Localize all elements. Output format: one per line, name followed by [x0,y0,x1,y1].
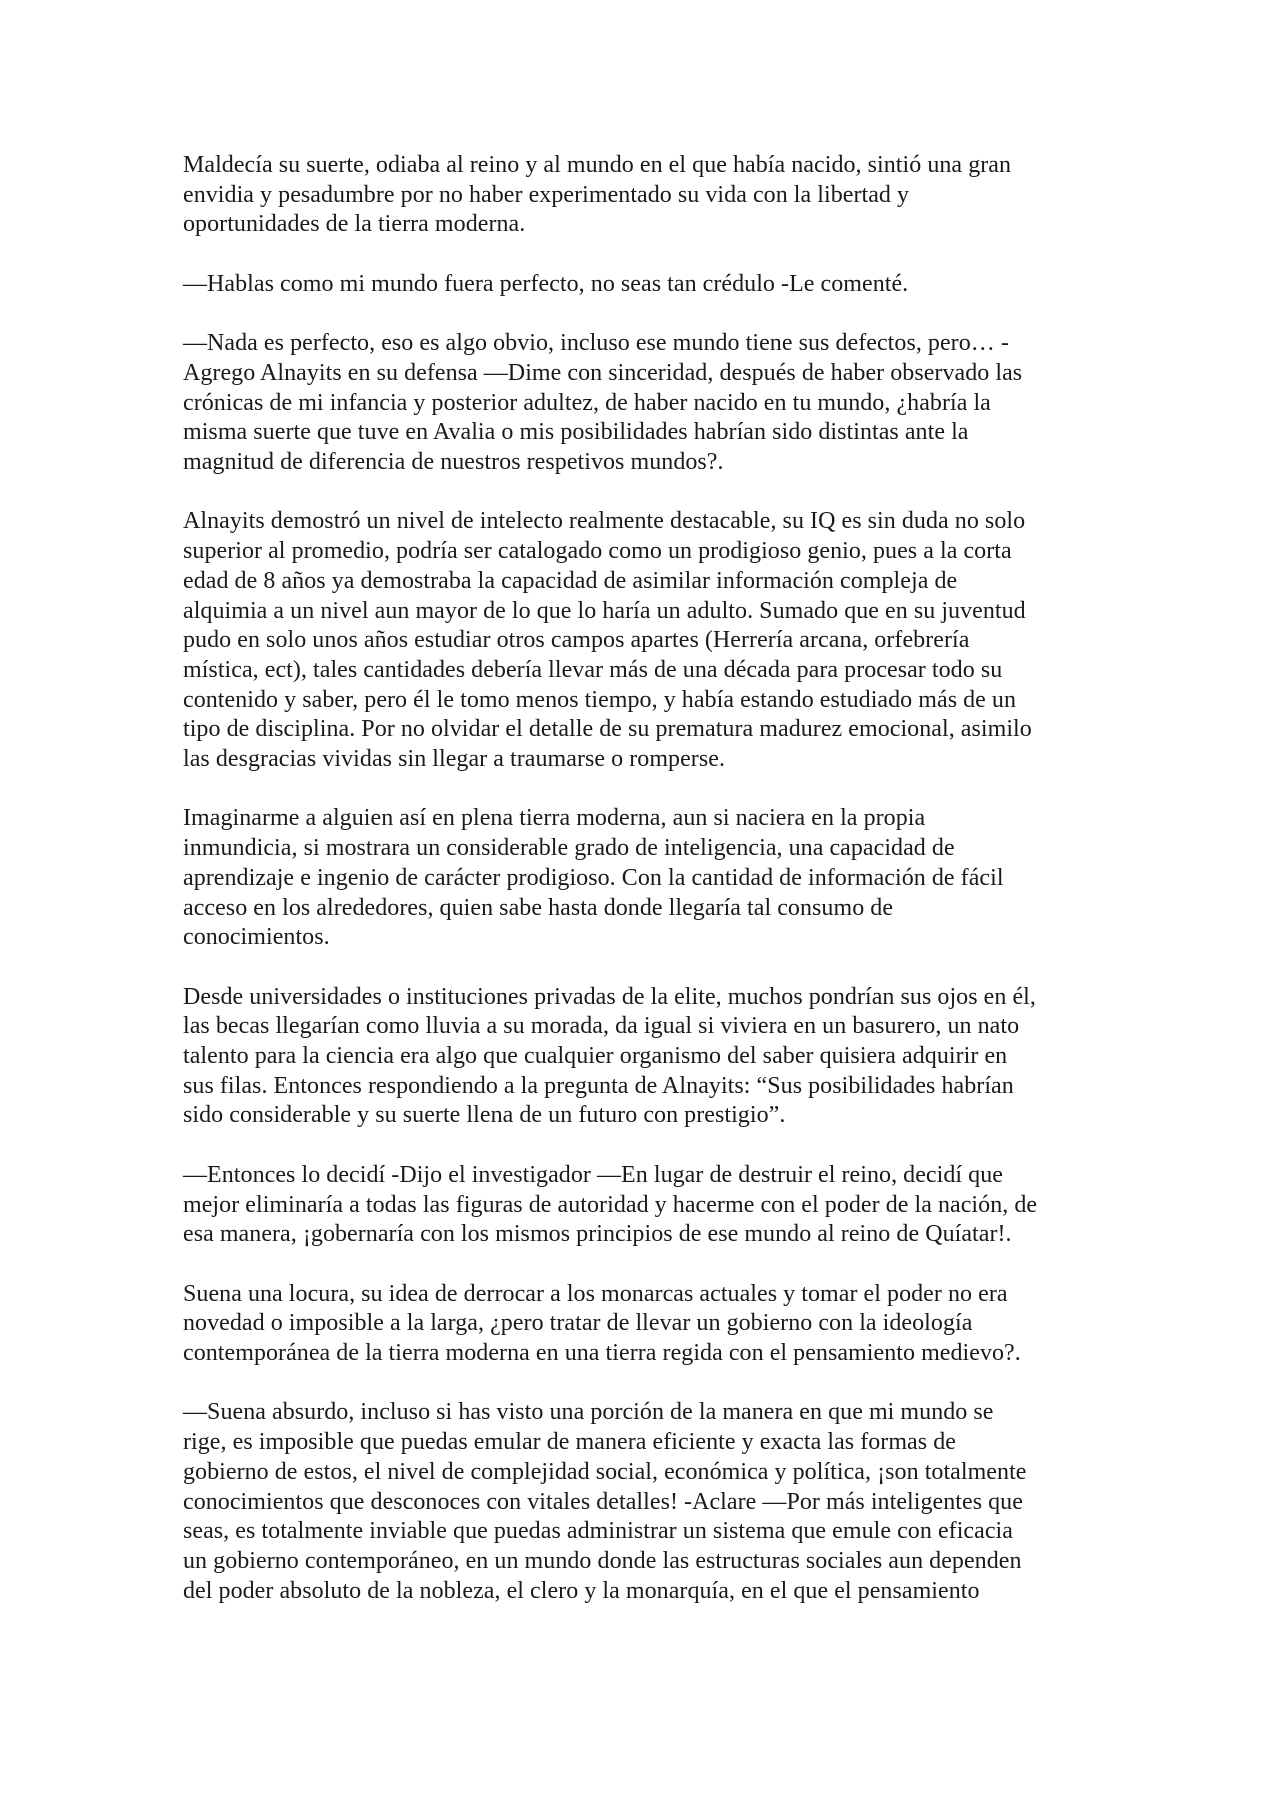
text-line: Alnayits demostró un nivel de intelecto realmente destacable, su IQ es sin duda no solo [183,508,1026,535]
text-line: las desgracias vividas sin llegar a traumarse o romperse. [183,746,725,773]
text-body [183,151,1103,1606]
text-line: —Nada es perfecto, eso es algo obvio, incluso ese mundo tiene sus defectos, pero… - [183,330,1009,357]
paragraph-5 [183,804,1103,953]
paragraph-6 [183,983,1103,1132]
text-line: mística, ect), tales cantidades debería llevar más de una década para procesar todo su [183,656,1003,683]
text-line: talento para la ciencia era algo que cualquier organismo del saber quisiera adquirir en [183,1043,1008,1070]
text-line: crónicas de mi infancia y posterior adultez, de haber nacido en tu mundo, ¿habría la [183,389,991,416]
text-line: edad de 8 años ya demostraba la capacidad de asimilar información compleja de [183,567,958,594]
text-line: —Suena absurdo, incluso si has visto una porción de la manera en que mi mundo se [183,1399,994,1426]
text-line: pudo en solo unos años estudiar otros campos apartes (Herrería arcana, orfebrería [183,627,970,654]
text-line: rige, es imposible que puedas emular de manera eficiente y exacta las formas de [183,1429,956,1456]
text-line: novedad o imposible a la larga, ¿pero tratar de llevar un gobierno con la ideología [183,1310,973,1337]
text-line: inmundicia, si mostrara un considerable grado de inteligencia, una capacidad de [183,835,955,862]
text-line: magnitud de diferencia de nuestros respetivos mundos?. [183,449,724,475]
text-line: —Entonces lo decidí -Dijo el investigador —En lugar de destruir el reino, decidí que [183,1161,1003,1188]
text-line: Maldecía su suerte, odiaba al reino y al mundo en el que había nacido, sintió una gran [183,152,1012,178]
paragraph-8 [183,1280,1103,1369]
text-line: gobierno de estos, el nivel de complejidad social, económica y política, ¡son totalmente [183,1458,1027,1485]
text-line: conocimientos. [183,924,330,951]
text-line: Suena una locura, su idea de derrocar a los monarcas actuales y tomar el poder no era [183,1280,1008,1307]
paragraph-9 [183,1398,1103,1606]
paragraph-4 [183,507,1103,774]
text-line: Agrego Alnayits en su defensa —Dime con sinceridad, después de haber observado las [183,359,1023,386]
text-line: conocimientos que desconoces con vitales detalles! -Aclare —Por más inteligentes que [183,1488,1023,1515]
text-line: —Hablas como mi mundo fuera perfecto, no seas tan crédulo -Le comenté. [183,270,909,297]
text-line: un gobierno contemporáneo, en un mundo donde las estructuras sociales aun dependen [183,1547,1022,1574]
text-line: Desde universidades o instituciones privadas de la elite, muchos pondrían sus ojos en él, [183,983,1036,1010]
text-line: acceso en los alrededores, quien sabe hasta donde llegaría tal consumo de [183,894,894,921]
text-line: envidia y pesadumbre por no haber experimentado su vida con la libertad y [183,181,910,208]
text-line: Imaginarme a alguien así en plena tierra moderna, aun si naciera en la propia [183,805,926,832]
text-line: mejor eliminaría a todas las figuras de autoridad y hacerme con el poder de la nación, de [183,1191,1038,1218]
text-line: superior al promedio, podría ser catalogado como un prodigioso genio, pues a la corta [183,538,1012,565]
text-line: misma suerte que tuve en Avalia o mis posibilidades habrían sido distintas ante la [183,419,969,446]
paragraph-3 [183,329,1103,478]
paragraph-2 [183,270,1103,300]
paragraph-1 [183,151,1103,240]
text-line: esa manera, ¡gobernaría con los mismos principios de ese mundo al reino de Quíatar!. [183,1221,1012,1248]
text-line: seas, es totalmente inviable que puedas administrar un sistema que emule con eficacia [183,1518,1013,1545]
text-line: del poder absoluto de la nobleza, el clero y la monarquía, en el que el pensamiento [183,1577,980,1604]
text-line: aprendizaje e ingenio de carácter prodigioso. Con la cantidad de información de fácil [183,864,1004,891]
text-line: contenido y saber, pero él le tomo menos tiempo, y había estando estudiado más de un [183,686,1017,713]
text-line: oportunidades de la tierra moderna. [183,211,526,238]
text-line: alquimia a un nivel aun mayor de lo que lo haría un adulto. Sumado que en su juventud [183,597,1026,624]
text-line: tipo de disciplina. Por no olvidar el detalle de su prematura madurez emocional, asimilo [183,716,1032,743]
text-line: contemporánea de la tierra moderna en una tierra regida con el pensamiento medievo?. [183,1340,1021,1367]
paragraph-7 [183,1161,1103,1250]
text-line: las becas llegarían como lluvia a su morada, da igual si viviera en un basurero, un nato [183,1013,1020,1040]
text-line: sido considerable y su suerte llena de un futuro con prestigio”. [183,1102,786,1129]
text-line: sus filas. Entonces respondiendo a la pregunta de Alnayits: “Sus posibilidades habrían [183,1072,1014,1099]
